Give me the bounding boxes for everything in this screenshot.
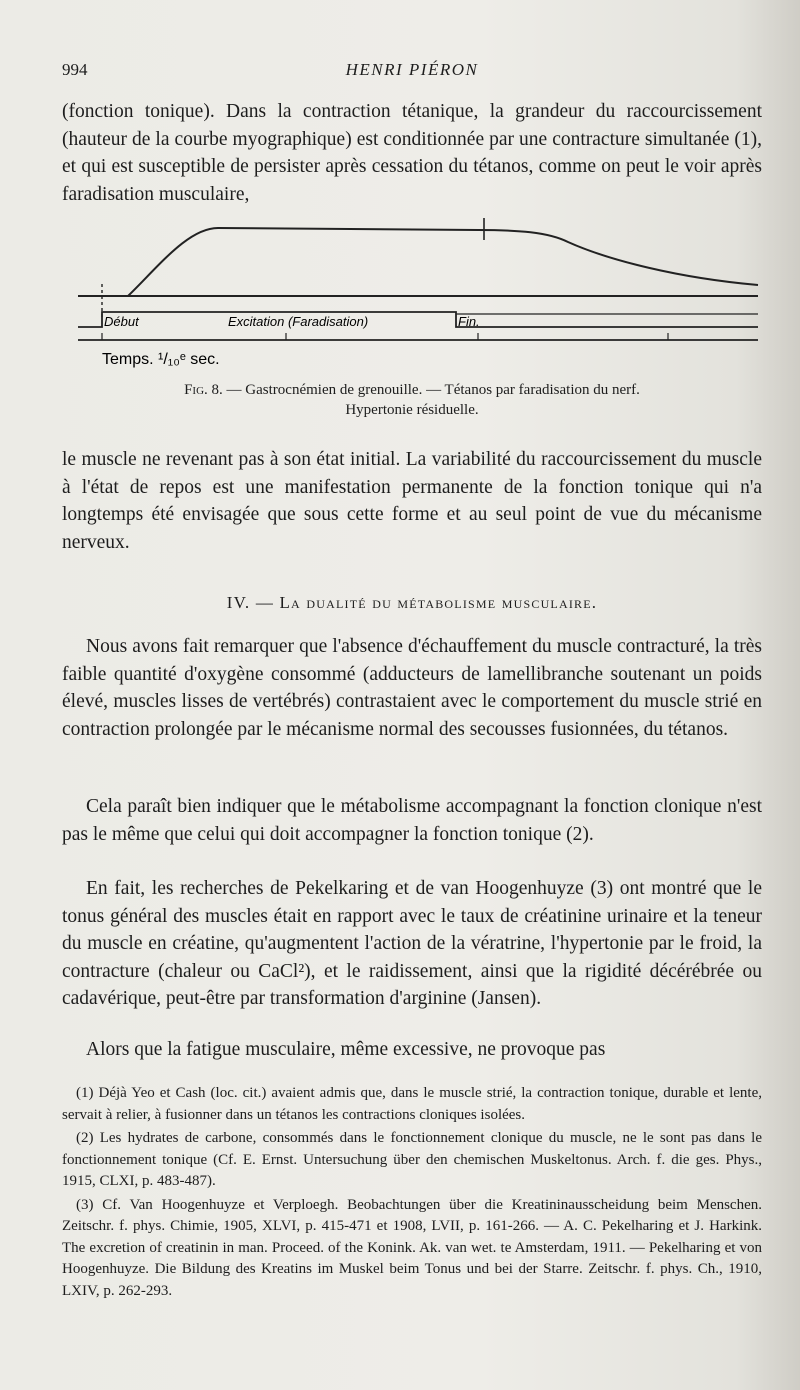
footnote-1: (1) Déjà Yeo et Cash (loc. cit.) avaient admis que, dans le muscle strié, la contraction tonique, durable et lente, servait à relier, à fusionner dans un tétanos les contractions cloniques isolées. <box>62 1085 762 1123</box>
label-temps: Temps. ¹/₁₀ᵉ sec. <box>102 351 220 368</box>
paragraph-5: En fait, les recherches de Pekelkaring et de van Hoogenhuyze (3) ont montré que le tonus général des muscles était en rapport avec le taux de créatinine urinaire et la teneur du muscle en créatine, qu'augmentent l'action de la vératrine, l'hypertonie par le froid, la contracture (chaleur ou CaCl²), et le raidissement, ainsi que la rigidité décérébrée ou cadavérique, peut-être par transformation d'arginine (Jansen). <box>62 878 762 1009</box>
caption-line-1: — Gastrocnémien de grenouille. — Tétanos par faradisation du nerf. <box>226 382 640 398</box>
page-header <box>62 60 762 84</box>
label-excitation: Excitation (Faradisation) <box>228 314 369 329</box>
footnote-3: (3) Cf. Van Hoogenhuyze et Verploegh. Beobachtungen über die Kreatininausscheidung beim Menschen. Zeitschr. f. phys. Chimie, 1905, XLVI, p. 415-471 et 1908, LVII, p. 161-266. — A. C. Pekelharing et J. Harkink. The excretion of creatinin in man. Proceed. of the Konink. Ak. van wet. te Amsterdam, 1911. — Pekelharing et von Hoogenhuyze. Die Bildung des Kreatins im Muskel beim Tonus und bei der Starre. Zeitschr. f. phys. Ch., 1910, LXIV, p. 262-293. <box>62 1196 762 1299</box>
paragraph-4: Cela paraît bien indiquer que le métabolisme accompagnant la fonction clonique n'est pas le même que celui qui doit accompagner la fonction tonique (2). <box>62 796 762 845</box>
caption-line-2: Hypertonie résiduelle. <box>345 402 479 418</box>
section-heading: IV. — La dualité du métabolisme musculaire. <box>226 593 598 612</box>
label-debut: Début <box>104 314 139 329</box>
page-number: 994 <box>62 60 88 79</box>
footnotes <box>62 1083 762 1304</box>
paragraph-3: Nous avons fait remarquer que l'absence d'échauffement du muscle contracturé, la très faible quantité d'oxygène consommé (adducteurs de lamellibranche soutenant un poids élevé, muscles lisses de vertébrés) contrastaient avec le comportement du muscle strié en contraction prolongée par le mécanisme normal des secousses fusionnées, du tétanos. <box>62 636 762 740</box>
paragraph-6: Alors que la fatigue musculaire, même excessive, ne provoque pas <box>86 1039 606 1060</box>
label-fin: Fin. <box>458 314 480 329</box>
myograph-figure <box>78 212 768 372</box>
paragraph-1: (fonction tonique). Dans la contraction tétanique, la grandeur du raccourcissement (hauteur de la courbe myographique) est conditionnée par une contracture simultanée (1), et qui est susceptible de persister après cessation du tétanos, comme on peut le voir après faradisation musculaire, <box>62 101 762 205</box>
paragraph-2: le muscle ne revenant pas à son état initial. La variabilité du raccourcissement du muscle à l'état de repos est une manifestation permanente de la fonction tonique qui n'a longtemps été envisagée que sous cette forme et au seul point de vue du mécanisme nerveux. <box>62 449 762 553</box>
caption-label: Fig. 8. <box>184 382 223 398</box>
myograph-curve <box>128 228 758 296</box>
figure-caption <box>62 380 762 420</box>
running-head: HENRI PIÉRON <box>345 60 479 79</box>
footnote-2: (2) Les hydrates de carbone, consommés dans le fonctionnement clonique du muscle, ne le sont pas dans le fonctionnement tonique (Cf. E. Ernst. Untersuchung über den chemischen Muskeltonus. Arch. f. die ges. Phys., 1915, CLXI, p. 483-487). <box>62 1130 762 1189</box>
